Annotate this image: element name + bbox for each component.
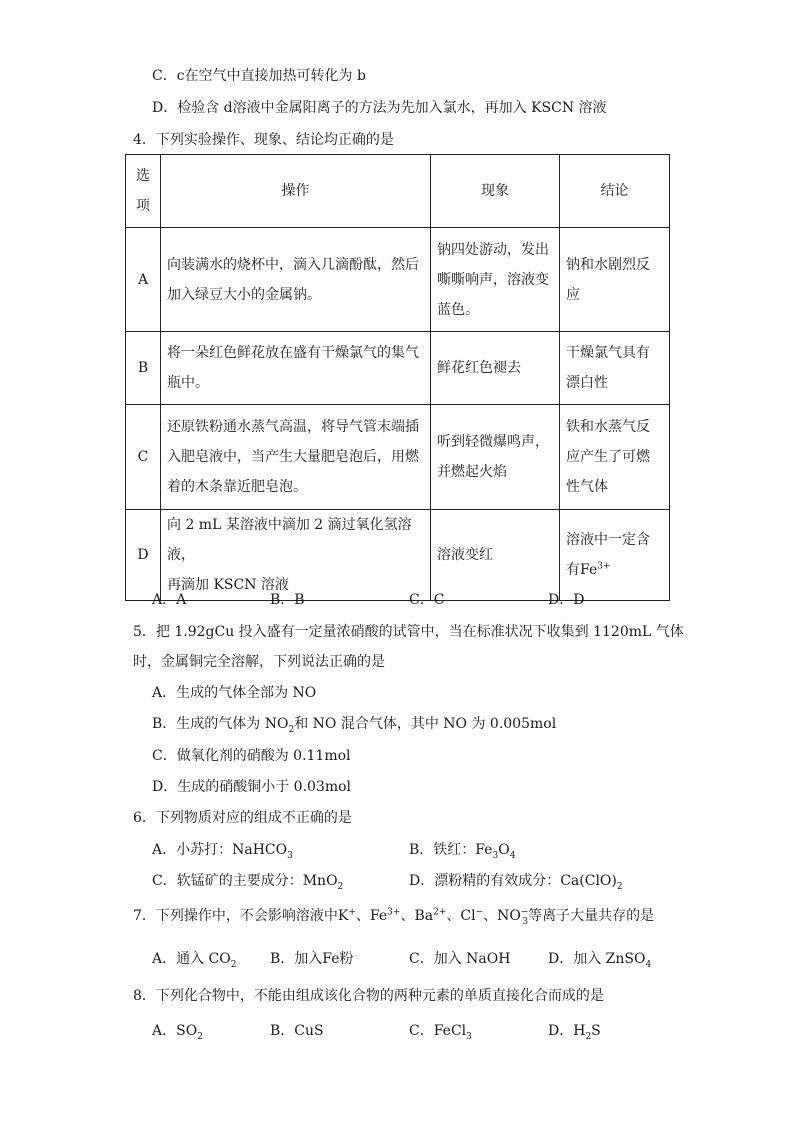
q8-option-c: C．FeCl$_3$	[409, 1023, 472, 1042]
row-option: B	[126, 332, 161, 405]
row-conclusion: 铁和水蒸气反 应产生了可燃 性气体	[560, 405, 670, 510]
q7-option-d: D．加入 ZnSO$_4$	[548, 951, 652, 970]
row-conclusion: 钠和水剧烈反 应	[560, 228, 670, 332]
row-phenomenon: 听到轻微爆鸣声， 并燃起火焰	[431, 405, 560, 510]
row-conclusion: 干燥氯气具有 漂白性	[560, 332, 670, 405]
q3-option-d: D．检验含 d溶液中金属阳离子的方法为先加入氯水，再加入 KSCN 溶液	[152, 100, 607, 116]
row-operation: 还原铁粉通水蒸气高温，将导气管末端插 入肥皂液中，当产生大量肥皂泡后，用燃 着的木条靠近肥皂泡。	[161, 405, 431, 510]
q8-option-a: A．$SO_2$	[152, 1023, 203, 1042]
q6-option-c: C．软锰矿的主要成分：MnO$_2$	[152, 873, 344, 892]
table-header-row	[126, 155, 670, 228]
row-phenomenon: 钠四处游动，发出 嘶嘶响声，溶液变 蓝色。	[431, 228, 560, 332]
row-operation: 将一朵红色鲜花放在盛有干燥氯气的集气 瓶中。	[161, 332, 431, 405]
q5-option-a: A．生成的气体全部为 NO	[152, 685, 317, 701]
q8-stem: 8．下列化合物中，不能由组成该化合物的两种元素的单质直接化合而成的是	[133, 988, 604, 1004]
header-operation: 操作	[161, 155, 431, 228]
row-phenomenon: 鲜花红色褪去	[431, 332, 560, 405]
row-option: A	[126, 228, 161, 332]
q4-table	[125, 154, 670, 601]
q6-option-b: B．铁红：$Fe_3O_4$	[409, 842, 516, 861]
q7-option-c: C．加入 NaOH	[409, 951, 511, 967]
q4-option-a: A．A	[152, 592, 187, 608]
q5-stem-line-1: 5．把 1.92gCu 投入盛有一定量浓硝酸的试管中，当在标准状况下收集到 1120mL 气体	[133, 624, 684, 640]
q6-option-a: A．小苏打：NaHCO$_3$	[152, 842, 293, 861]
q7-option-b: B．加入Fe粉	[270, 951, 354, 967]
row-option: C	[126, 405, 161, 510]
q8-option-d: D．$H_2S$	[548, 1023, 601, 1042]
table-row	[126, 332, 670, 405]
q4-option-c: C．C	[409, 592, 445, 608]
row-phenomenon: 溶液变红	[431, 510, 560, 601]
table-row	[126, 510, 670, 601]
q8-option-b: B．CuS	[270, 1023, 324, 1039]
row-option: D	[126, 510, 161, 601]
q6-option-d: D．漂粉精的有效成分：$Ca(ClO)_2$	[409, 873, 623, 892]
q4-option-d: D．D	[548, 592, 585, 608]
q3-option-c: C．c在空气中直接加热可转化为 b	[152, 68, 366, 84]
row-conclusion: 溶液中一定含 有$Fe^{3+}$	[560, 510, 670, 601]
q7-option-a: A．通入 $CO_2$	[152, 951, 237, 970]
q5-option-b: B．生成的气体为 $NO_2$和 NO 混合气体，其中 NO 为 0.005mol	[152, 716, 557, 735]
row-operation: 向装满水的烧杯中，滴入几滴酚酞，然后 加入绿豆大小的金属钠。	[161, 228, 431, 332]
table-row	[126, 228, 670, 332]
q4-option-b: B．B	[270, 592, 305, 608]
q6-stem: 6．下列物质对应的组成不正确的是	[133, 810, 352, 826]
q5-stem-line-2: 时，金属铜完全溶解，下列说法正确的是	[133, 654, 385, 670]
header-conclusion: 结论	[560, 155, 670, 228]
row-operation: 向 2 mL 某溶液中滴加 2 滴过氧化氢溶液， 再滴加 KSCN 溶液	[161, 510, 431, 601]
table-row	[126, 405, 670, 510]
q7-stem: 7．下列操作中，不会影响溶液中K+、$Fe^{3+}$、$Ba^{2+}$、Cl−、$NO^-_3$等离子大量共存的是	[133, 907, 655, 927]
q5-option-d: D．生成的硝酸铜小于 0.03mol	[152, 779, 352, 795]
q4-stem: 4．下列实验操作、现象、结论均正确的是	[133, 132, 394, 148]
q5-option-c: C．做氧化剂的硝酸为 0.11mol	[152, 748, 351, 764]
header-phenomenon: 现象	[431, 155, 560, 228]
header-option: 选 项	[126, 155, 161, 228]
